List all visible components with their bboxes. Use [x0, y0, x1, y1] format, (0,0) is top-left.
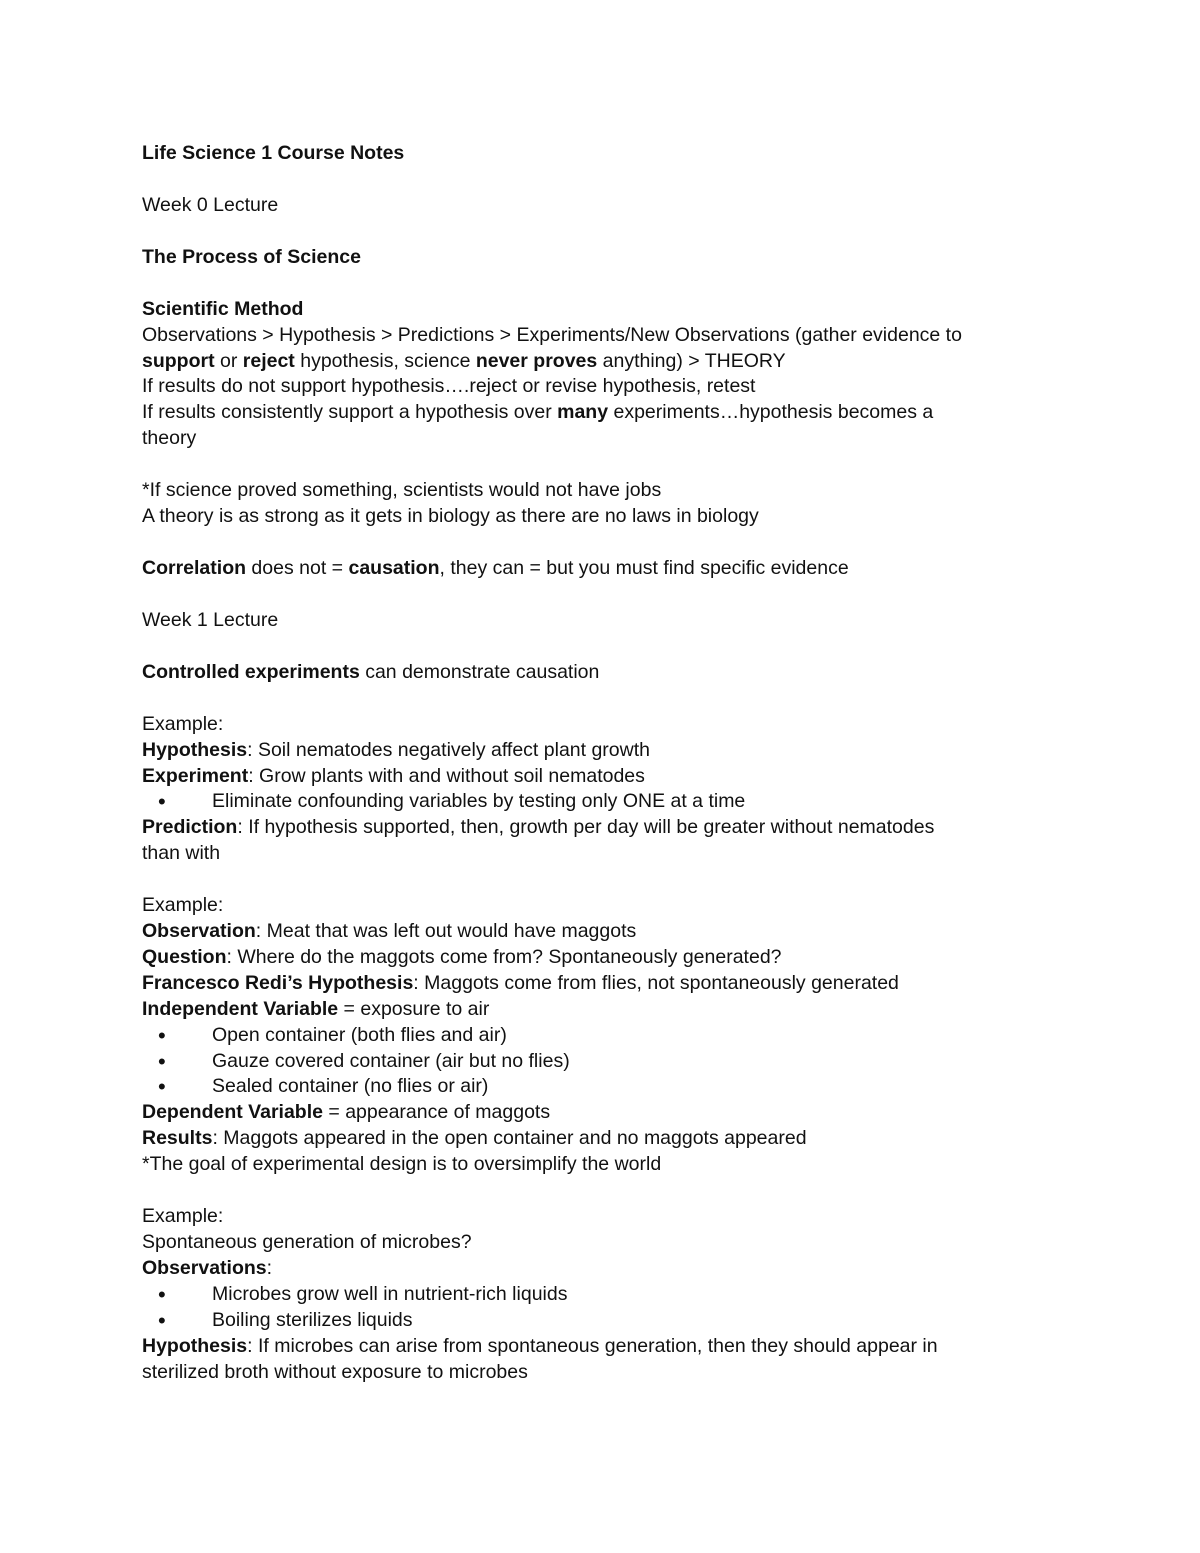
list-item: • Open container (both flies and air) [142, 1023, 1062, 1049]
bold-term: never proves [475, 349, 598, 372]
example-observation: Observation: Meat that was left out would have maggots [142, 920, 637, 943]
dependent-variable: Dependent Variable = appearance of maggots [142, 1101, 551, 1124]
example-hypothesis: Hypothesis: If microbes can arise from spontaneous generation, then they should appear in [142, 1334, 938, 1357]
controlled-experiments-line: Controlled experiments can demonstrate causation [142, 660, 600, 683]
bold-term: causation [348, 556, 440, 579]
results-line: Results: Maggots appeared in the open container and no maggots appeared [142, 1127, 807, 1150]
independent-variable: Independent Variable = exposure to air [142, 997, 490, 1020]
example-experiment: Experiment: Grow plants with and without soil nematodes [142, 764, 645, 787]
list-item: • Gauze covered container (air but no flies) [142, 1049, 1062, 1075]
bullet-list [142, 1023, 1062, 1101]
example-label: Example: [142, 1205, 224, 1228]
scientific-method-heading: Scientific Method [142, 297, 304, 320]
bullet-list [142, 1282, 1062, 1334]
redi-hypothesis: Francesco Redi’s Hypothesis: Maggots come from flies, not spontaneously generated [142, 971, 899, 994]
scientific-method-line: Observations > Hypothesis > Predictions > Experiments/New Observations (gather evidence to [142, 323, 962, 346]
bold-term: Correlation [142, 556, 247, 579]
document-page [142, 141, 1062, 1385]
bold-term: support [142, 349, 215, 372]
bold-term: Controlled experiments [142, 660, 360, 683]
example-question: Question: Where do the maggots come from? Spontaneously generated? [142, 945, 782, 968]
week-1-heading: Week 1 Lecture [142, 608, 279, 631]
example-hypothesis-cont: sterilized broth without exposure to microbes [142, 1360, 528, 1383]
bold-term: reject [242, 349, 295, 372]
note-line: A theory is as strong as it gets in biology as there are no laws in biology [142, 505, 759, 528]
example-prediction-cont: than with [142, 842, 221, 865]
example-observations: Observations: [142, 1256, 273, 1279]
note-line: *If science proved something, scientists would not have jobs [142, 479, 662, 502]
scientific-method-line: If results do not support hypothesis….reject or revise hypothesis, retest [142, 375, 756, 398]
example-hypothesis: Hypothesis: Soil nematodes negatively affect plant growth [142, 738, 650, 761]
list-item: • Sealed container (no flies or air) [142, 1074, 1062, 1100]
correlation-line: Correlation does not = causation, they can = but you must find specific evidence [142, 556, 849, 579]
scientific-method-line: theory [142, 427, 197, 450]
process-of-science-heading: The Process of Science [142, 245, 361, 268]
week-0-heading: Week 0 Lecture [142, 193, 279, 216]
scientific-method-line: If results consistently support a hypothesis over many experiments…hypothesis becomes a [142, 401, 934, 424]
example-prediction: Prediction: If hypothesis supported, then, growth per day will be greater without nematodes [142, 816, 935, 839]
goal-note: *The goal of experimental design is to oversimplify the world [142, 1153, 662, 1176]
document-title: Life Science 1 Course Notes [142, 142, 405, 164]
list-item: • Microbes grow well in nutrient-rich liquids [142, 1282, 1062, 1308]
example-label: Example: [142, 894, 224, 917]
bullet-list [142, 789, 1062, 815]
scientific-method-line: support or reject hypothesis, science never proves anything) > THEORY [142, 349, 786, 372]
example-label: Example: [142, 712, 224, 735]
list-item: • Boiling sterilizes liquids [142, 1308, 1062, 1334]
bold-term: many [557, 401, 609, 424]
list-item: • Eliminate confounding variables by testing only ONE at a time [142, 789, 1062, 815]
example-question: Spontaneous generation of microbes? [142, 1231, 472, 1253]
